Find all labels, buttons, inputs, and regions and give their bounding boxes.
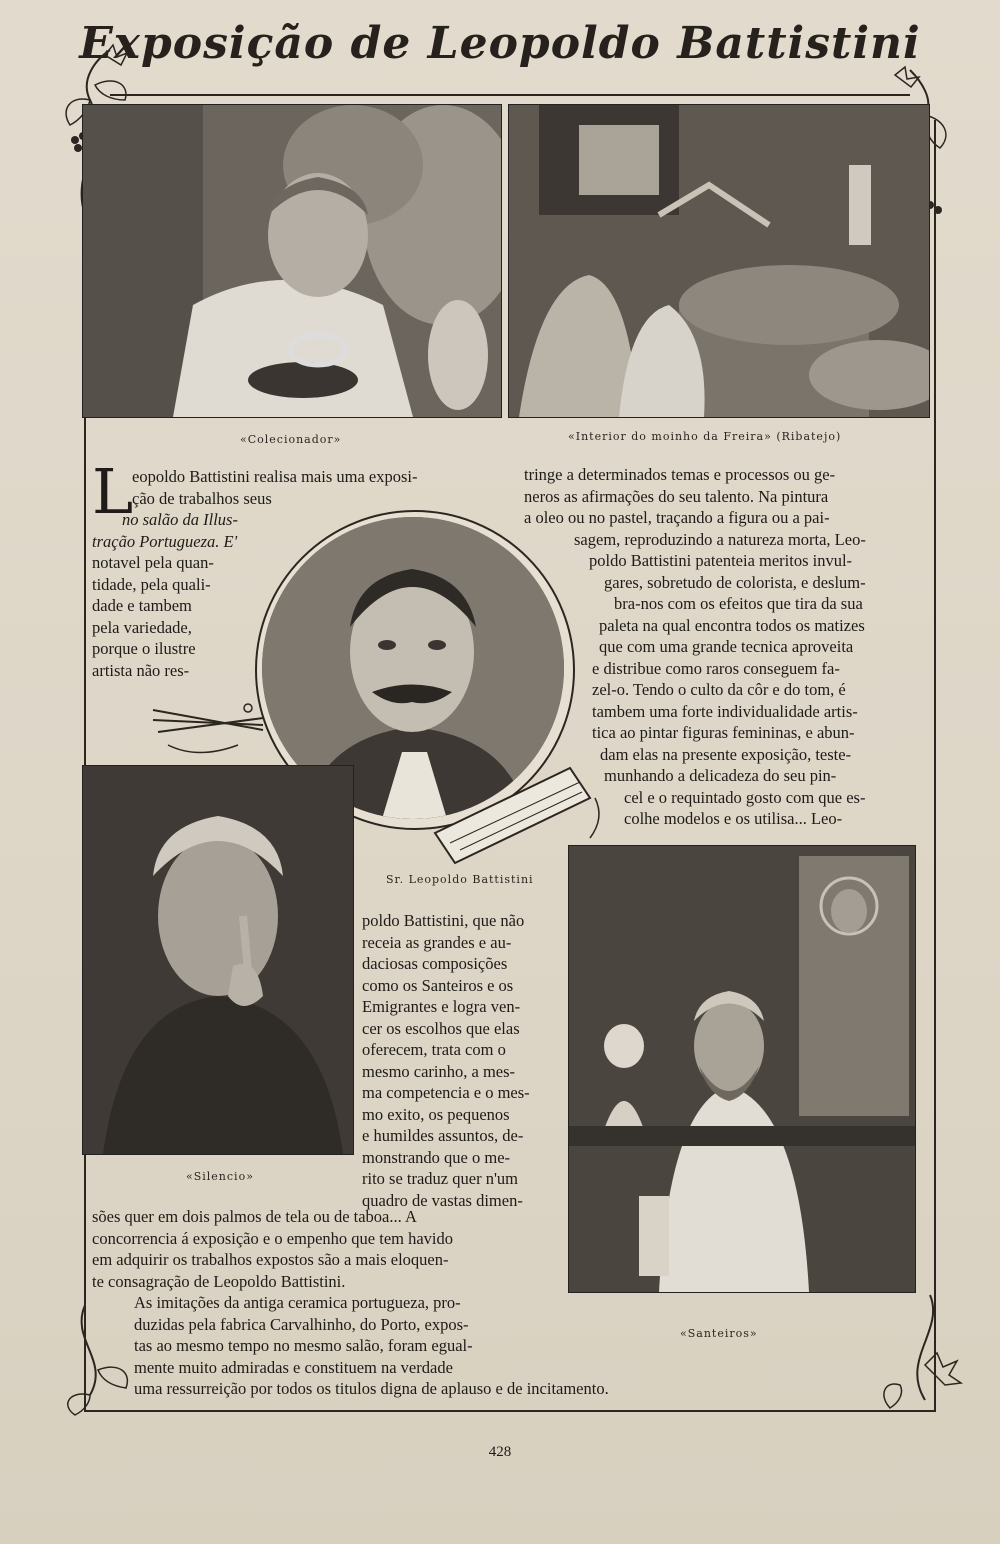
text-line: que com uma grande tecnica aproveita [599, 637, 854, 656]
text-line: Emigrantes e logra ven- [362, 997, 521, 1016]
text-col3 [362, 910, 562, 1211]
text-line: neros as afirmações do seu talento. Na pintura [524, 486, 829, 506]
text-line: rito se traduz quer n'um [362, 1169, 519, 1188]
text-line: quadro de vastas dimen- [362, 1190, 523, 1210]
text-line: bra-nos com os efeitos que tira da sua [614, 594, 863, 613]
photo-silencio [82, 765, 354, 1155]
photo-colecionador [82, 104, 502, 418]
frame-right-line [934, 120, 936, 1410]
text-line: pela variedade, [92, 617, 192, 637]
text-final [134, 1292, 609, 1400]
caption-santeiros: «Santeiros» [680, 1327, 758, 1340]
text-line: tica ao pintar figuras femininas, e abun- [592, 723, 855, 742]
text-line: tidade, pela quali- [92, 574, 211, 594]
page-title: Exposição de Leopoldo Battistini [79, 18, 921, 69]
text-line: colhe modelos e os utilisa... Leo- [624, 809, 843, 828]
text-line: daciosas composições [362, 954, 508, 973]
text-line: monstrando que o me- [362, 1147, 511, 1167]
text-bottom [92, 1206, 562, 1292]
text-line: sagem, reproduzindo a natureza morta, Leo- [574, 529, 866, 549]
paintbrushes-ornament [148, 690, 268, 760]
frame-top-line [110, 94, 910, 96]
text-line: tambem uma forte individualidade artis- [592, 701, 858, 721]
caption-retrato: Sr. Leopoldo Battistini [386, 873, 534, 886]
text-line: munhando a delicadeza do seu pin- [604, 766, 837, 785]
text-line: dam elas na presente exposição, teste- [600, 744, 852, 764]
frame-bottom-line [84, 1410, 936, 1412]
text-line: dade e tambem [92, 596, 192, 615]
text-line: artista não res- [92, 660, 190, 680]
text-col1-intro [132, 466, 492, 509]
photo-santeiros [568, 845, 916, 1293]
text-line: eopoldo Battistini realisa mais uma exposi- [132, 467, 418, 486]
text-line: concorrencia á exposição e o empenho que tem havido [92, 1228, 454, 1248]
text-line: paleta na qual encontra todos os matizes [599, 615, 865, 635]
text-line: oferecem, trata com o [362, 1040, 506, 1059]
text-line: As imitações da antiga ceramica portugueza, pro- [134, 1293, 461, 1312]
text-line: sões quer em dois palmos de tela ou de taboa... A [92, 1207, 417, 1226]
caption-colecionador: «Colecionador» [240, 433, 342, 446]
text-line: cel e o requintado gosto com que es- [624, 787, 866, 807]
page-number: 428 [488, 1444, 512, 1460]
text-line: notavel pela quan- [92, 553, 214, 572]
text-line: gares, sobretudo de colorista, e deslum- [604, 572, 866, 592]
text-line: poldo Battistini patenteia meritos invul- [589, 551, 853, 570]
text-line: duzidas pela fabrica Carvalhinho, do Porto, expos- [134, 1314, 469, 1334]
photo-interior-moinho [508, 104, 930, 418]
text-line: porque o ilustre [92, 639, 196, 658]
caption-silencio: «Silencio» [186, 1170, 254, 1183]
text-line: uma ressurreição por todos os titulos digna de aplauso e de incitamento. [134, 1379, 609, 1398]
text-line: mesmo carinho, a mes- [362, 1061, 516, 1081]
caption-interior-moinho: «Interior do moinho da Freira» (Ribatejo) [568, 430, 842, 443]
text-line: tração Portugueza. E' [92, 531, 238, 551]
text-line: e humildes assuntos, de- [362, 1126, 524, 1145]
text-line: em adquirir os trabalhos expostos são a mais eloquen- [92, 1250, 449, 1269]
flower-ornament-bottom-left [50, 1300, 140, 1420]
text-line: no salão da Illus- [122, 510, 238, 529]
text-line: mo exito, os pequenos [362, 1104, 510, 1124]
text-line: ção de trabalhos seus [132, 488, 272, 508]
text-line: poldo Battistini, que não [362, 911, 525, 930]
text-line: mente muito admiradas e constituem na verdade [134, 1357, 453, 1377]
text-line: tringe a determinados temas e processos ou ge- [524, 465, 836, 484]
text-line: ma competencia e o mes- [362, 1083, 530, 1102]
text-line: zel-o. Tendo o culto da côr e do tom, é [592, 680, 846, 699]
text-line: cer os escolhos que elas [362, 1018, 520, 1038]
text-line: tas ao mesmo tempo no mesmo salão, foram egual- [134, 1336, 473, 1355]
drop-cap: L [92, 455, 134, 528]
text-col1-narrow [92, 509, 277, 681]
text-line: receia as grandes e au- [362, 932, 512, 952]
flower-ornament-bottom-right [870, 1290, 970, 1420]
text-line: te consagração de Leopoldo Battistini. [92, 1271, 346, 1291]
text-line: a oleo ou no pastel, traçando a figura ou a pai- [524, 508, 830, 527]
text-line: e distribue como raros conseguem fa- [592, 658, 840, 678]
text-line: como os Santeiros e os [362, 975, 514, 995]
